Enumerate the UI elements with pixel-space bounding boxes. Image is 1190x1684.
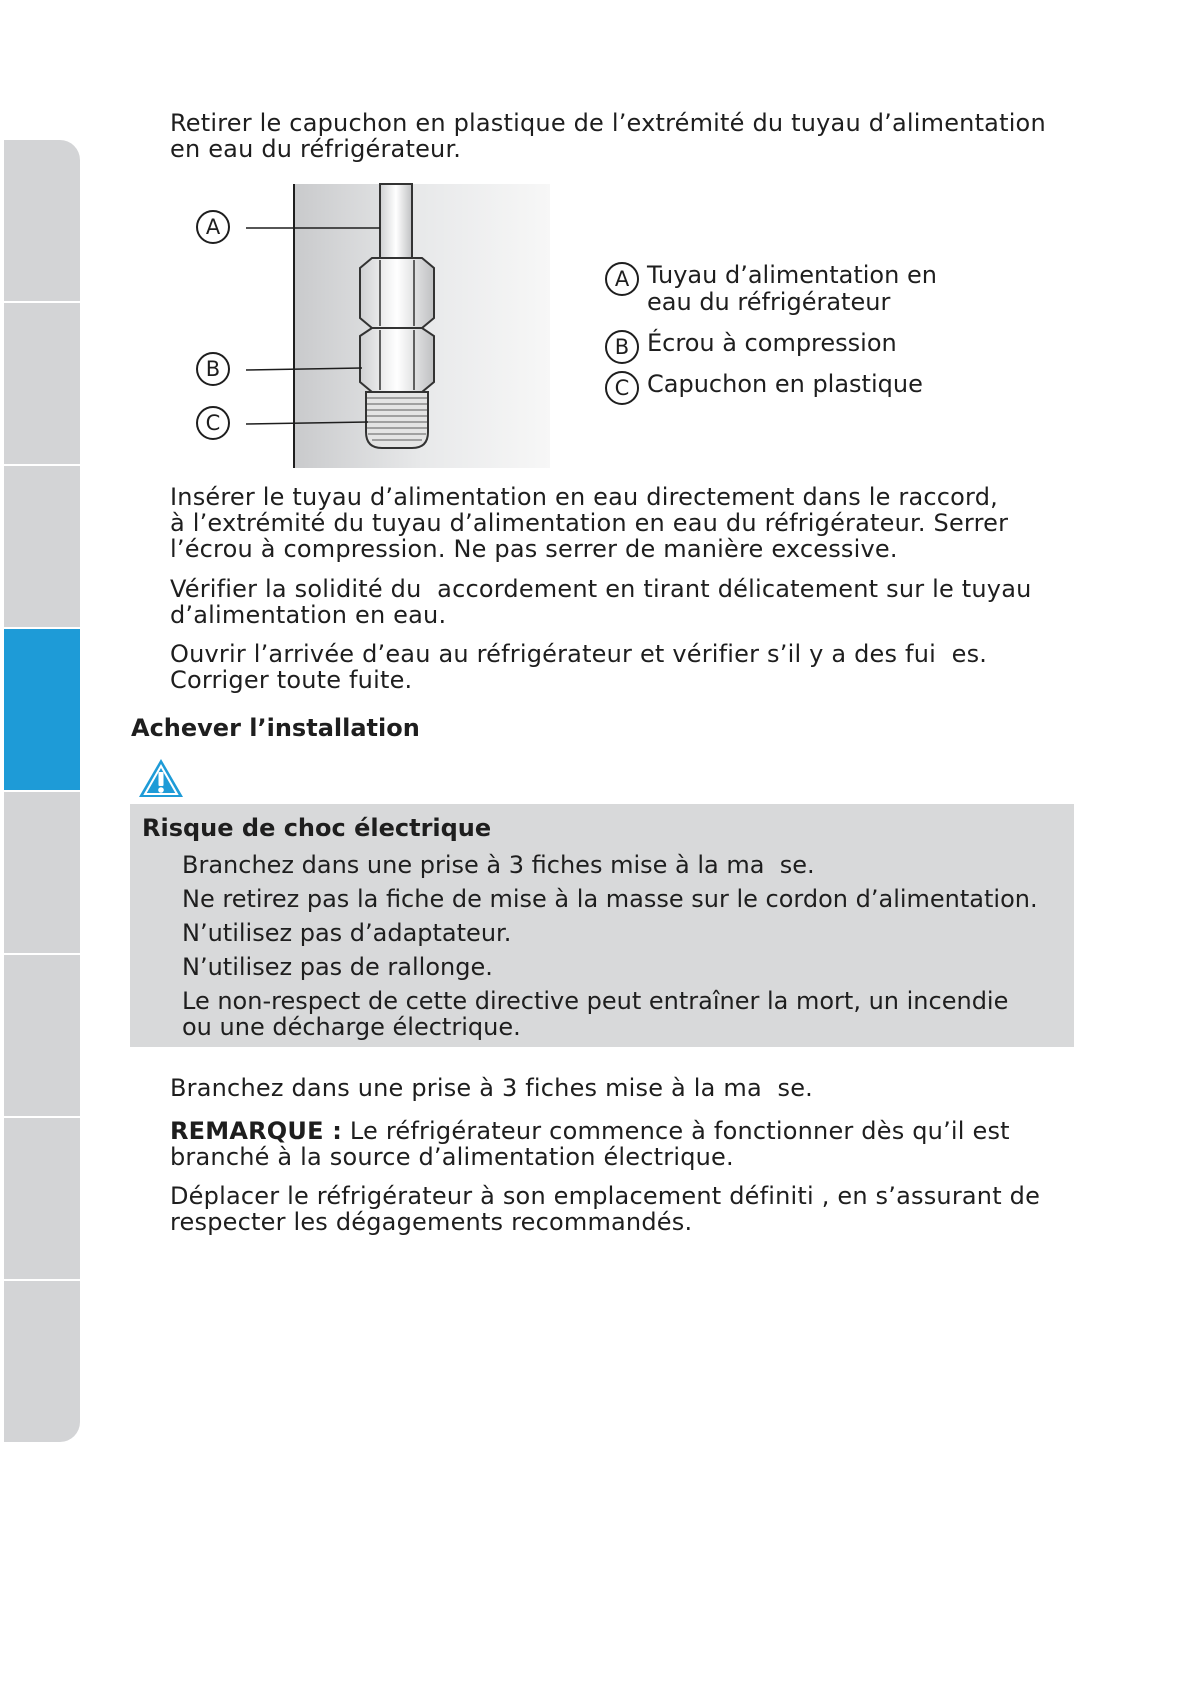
fitting-illustration xyxy=(182,180,562,470)
callout-b: B xyxy=(196,352,230,386)
legend-letter: C xyxy=(605,371,639,405)
legend-text: Tuyau d’alimentation en xyxy=(647,261,937,289)
section-heading: Achever l’installation xyxy=(131,714,420,742)
warning-title: Risque de choc électrique xyxy=(142,814,492,842)
move-line: Déplacer le réfrigérateur à son emplacement définiti , en s’assurant de xyxy=(170,1182,1041,1210)
plug-instruction xyxy=(170,1075,813,1101)
warning-item: Le non-respect de cette directive peut entraîner la mort, un incendie xyxy=(182,987,1009,1015)
note-paragraph xyxy=(170,1118,1010,1170)
note-text: Le réfrigérateur commence à fonctionner dès qu’il est xyxy=(342,1117,1010,1145)
side-tab-4-active[interactable] xyxy=(4,629,80,792)
legend-text: Écrou à compression xyxy=(647,329,897,357)
side-tab-8[interactable] xyxy=(4,1281,80,1442)
move-paragraph xyxy=(170,1183,1040,1235)
step-line: Ouvrir l’arrivée d’eau au réfrigérateur et vérifier s’il y a des fui es. xyxy=(170,640,988,668)
step-line: Vérifier la solidité du accordement en tirant délicatement sur le tuyau xyxy=(170,575,1032,603)
warning-item: ou une décharge électrique. xyxy=(182,1013,521,1041)
side-tab-5[interactable] xyxy=(4,792,80,955)
step-open-water xyxy=(170,641,987,693)
upper-nut xyxy=(360,258,434,328)
step-line: Corriger toute fuite. xyxy=(170,666,413,694)
warning-box xyxy=(130,804,1074,1047)
legend-text: eau du réfrigérateur xyxy=(647,288,891,316)
side-tab-7[interactable] xyxy=(4,1118,80,1281)
warning-item: Branchez dans une prise à 3 fiches mise à la ma se. xyxy=(182,851,815,879)
supply-pipe xyxy=(380,184,412,264)
legend-text: Capuchon en plastique xyxy=(647,370,923,398)
intro-line: en eau du réfrigérateur. xyxy=(170,135,462,163)
compression-nut xyxy=(360,328,434,392)
step-line: à l’extrémité du tuyau d’alimentation en eau du réfrigérateur. Serrer xyxy=(170,509,1009,537)
note-line: branché à la source d’alimentation électrique. xyxy=(170,1143,734,1171)
callout-a: A xyxy=(196,210,230,244)
side-tab-6[interactable] xyxy=(4,955,80,1118)
warning-item: N’utilisez pas de rallonge. xyxy=(182,953,493,981)
side-tab-1[interactable] xyxy=(4,140,80,303)
callout-c: C xyxy=(196,406,230,440)
legend-letter: B xyxy=(605,330,639,364)
legend-letter: A xyxy=(605,262,639,296)
step-verify xyxy=(170,576,1032,628)
side-tab-2[interactable] xyxy=(4,303,80,466)
side-tab-3[interactable] xyxy=(4,466,80,629)
warning-triangle-icon xyxy=(137,757,185,799)
step-line: Insérer le tuyau d’alimentation en eau directement dans le raccord, xyxy=(170,483,998,511)
warning-item: Ne retirez pas la fiche de mise à la masse sur le cordon d’alimentation. xyxy=(182,885,1038,913)
plug-line: Branchez dans une prise à 3 fiches mise à la ma se. xyxy=(170,1074,814,1102)
intro-line: Retirer le capuchon en plastique de l’extrémité du tuyau d’alimentation xyxy=(170,109,1046,137)
warning-item: N’utilisez pas d’adaptateur. xyxy=(182,919,512,947)
note-label: REMARQUE : xyxy=(170,1117,343,1145)
intro-paragraph xyxy=(170,110,1046,162)
step-insert xyxy=(170,484,1008,562)
move-line: respecter les dégagements recommandés. xyxy=(170,1208,693,1236)
step-line: l’écrou à compression. Ne pas serrer de manière excessive. xyxy=(170,535,898,563)
step-line: d’alimentation en eau. xyxy=(170,601,447,629)
supply-line-figure xyxy=(182,180,562,470)
